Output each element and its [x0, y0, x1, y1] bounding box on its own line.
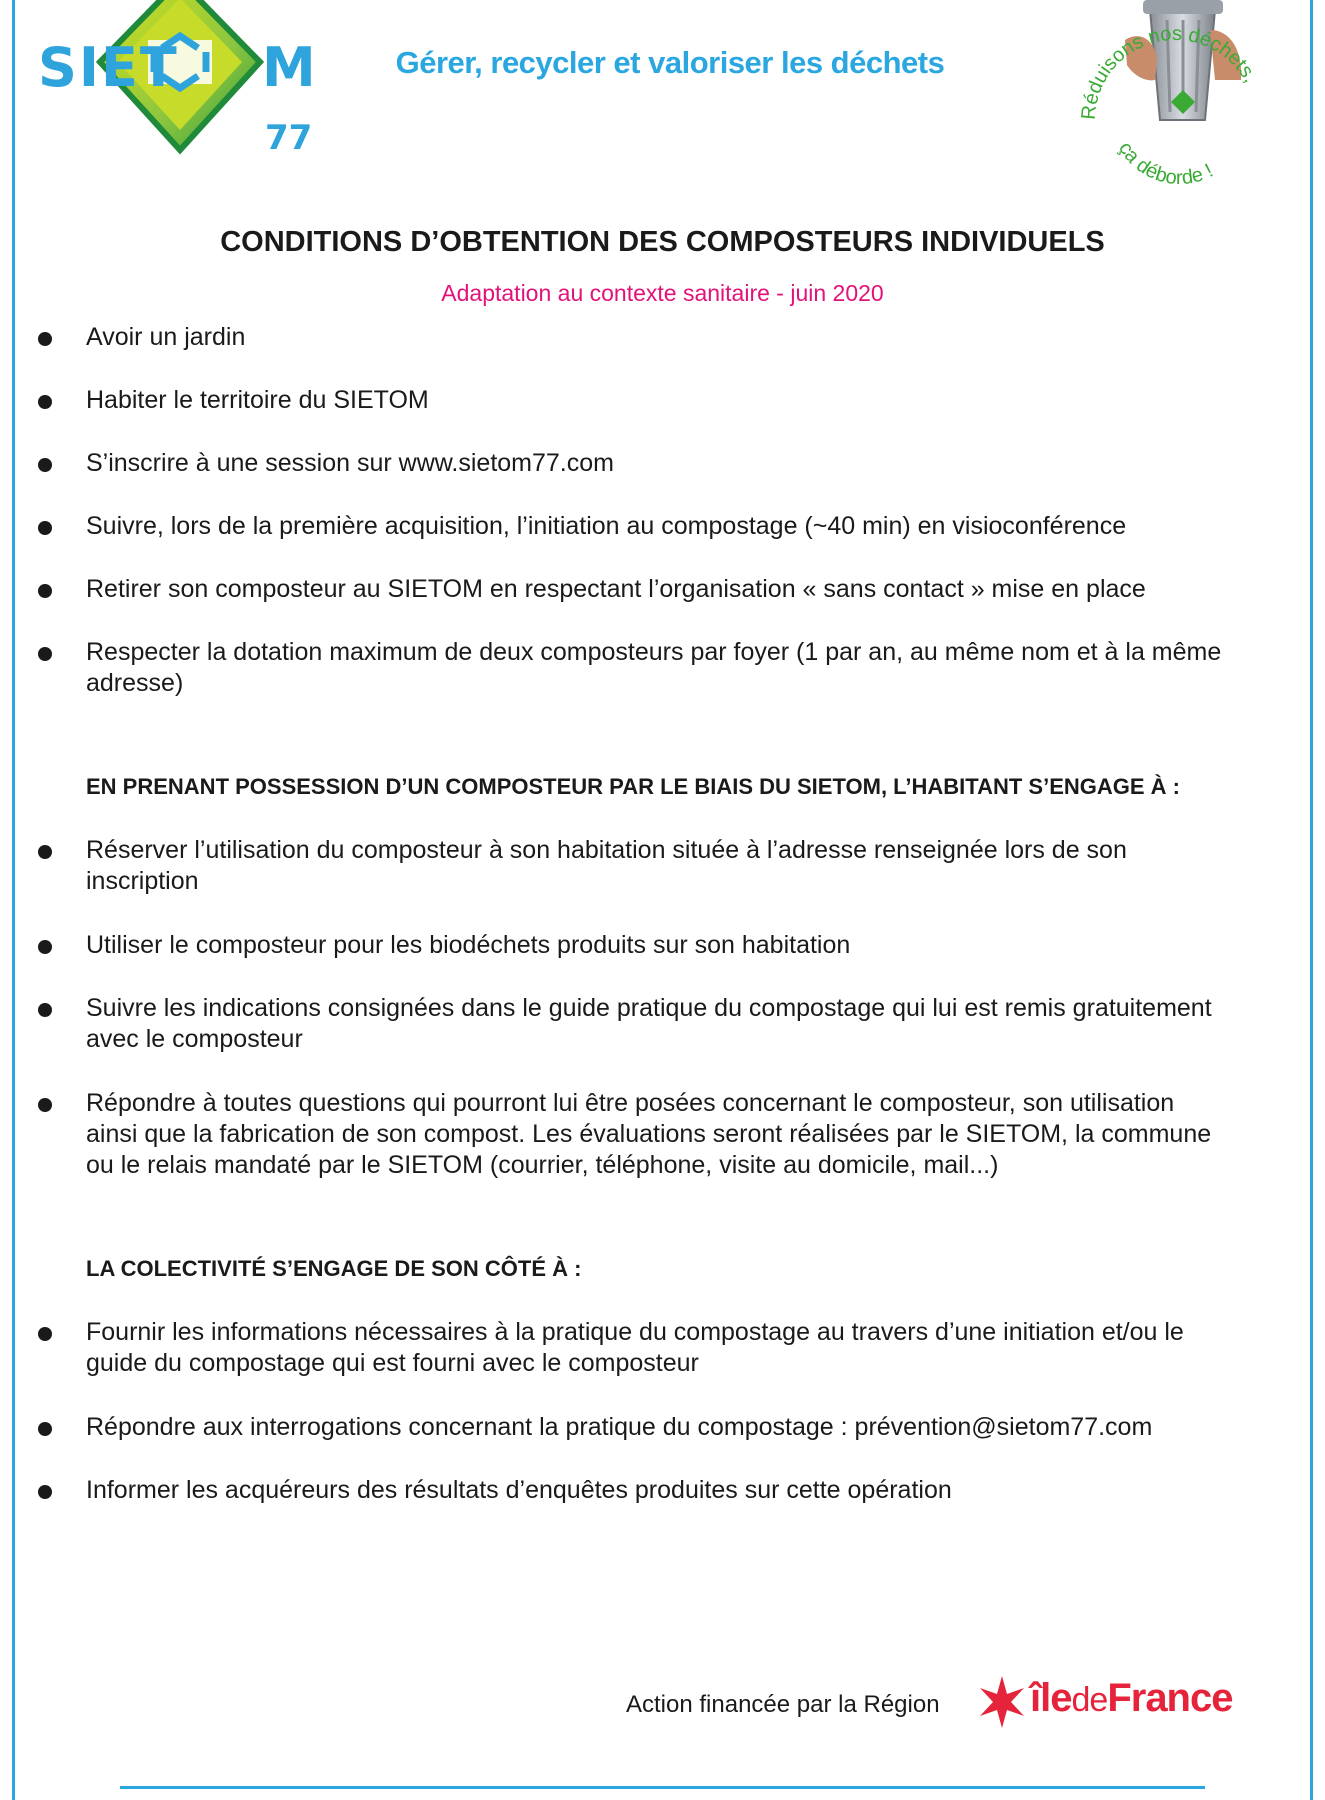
- tagline: Gérer, recycler et valoriser les déchets: [395, 45, 945, 80]
- bullet-icon: [38, 1003, 52, 1017]
- list-item-text: Avoir un jardin: [86, 323, 246, 351]
- idf-logo-ile: île: [1030, 1676, 1072, 1720]
- bullet-icon: [38, 647, 52, 661]
- bullet-icon: [38, 584, 52, 598]
- list-item-text: Suivre, lors de la première acquisition, l’initiation au compostage (~40 min) en visioconférence: [86, 512, 1127, 540]
- bullet-icon: [38, 395, 52, 409]
- badge-text-bottom: ça déborde !: [1114, 138, 1217, 190]
- bullet-icon: [38, 1327, 52, 1341]
- list-item-text: Répondre à toutes questions qui pourront lui être posées concernant le composteur, son utilisation ainsi que la fabrication de son compost. Les évaluations seront réalisées par le SIETOM, la commune ou le relais mandaté par le SIETOM (courrier, téléphone, visite au domicile, mail...): [86, 1089, 1212, 1179]
- list-item-text: Respecter la dotation maximum de deux composteurs par foyer (1 par an, au même nom et à la même adresse): [86, 638, 1222, 697]
- list-item-text: Habiter le territoire du SIETOM: [86, 386, 429, 414]
- bullet-icon: [38, 1485, 52, 1499]
- list-item-text: Fournir les informations nécessaires à la pratique du compostage au travers d’une initiation et/ou le guide du compostage qui est fourni avec le composteur: [86, 1318, 1184, 1377]
- idf-logo-france: France: [1107, 1676, 1233, 1720]
- page-title: CONDITIONS D’OBTENTION DES COMPOSTEURS INDIVIDUELS: [220, 226, 1105, 258]
- list-item-text: Utiliser le composteur pour les biodéchets produits sur son habitation: [86, 931, 851, 959]
- list-item-text: Répondre aux interrogations concernant la pratique du compostage : prévention@sietom77.com: [86, 1413, 1153, 1441]
- idf-logo-de: de: [1071, 1681, 1108, 1719]
- frame-right-border: [1310, 0, 1313, 1800]
- bullet-icon: [38, 458, 52, 472]
- logo-word-end: M: [262, 36, 316, 99]
- list-item-text: Informer les acquéreurs des résultats d’enquêtes produites sur cette opération: [86, 1476, 952, 1504]
- bullet-icon: [38, 845, 52, 859]
- list-item-text: Réserver l’utilisation du composteur à son habitation située à l’adresse renseignée lors de son inscription: [86, 836, 1127, 895]
- badge-text-top: Réduisons nos déchets,: [1077, 22, 1262, 121]
- bullet-icon: [38, 332, 52, 346]
- section-heading-collectivite: LA COLECTIVITÉ S’ENGAGE DE SON CÔTÉ À :: [86, 1256, 582, 1281]
- bullet-icon: [38, 521, 52, 535]
- logo-number: 77: [265, 118, 313, 158]
- bullet-icon: [38, 940, 52, 954]
- list-item-text: Suivre les indications consignées dans le guide pratique du compostage qui lui est remis gratuitement avec le composteur: [86, 994, 1212, 1053]
- footer-divider: [120, 1786, 1205, 1789]
- ile-de-france-logo: [978, 1672, 1278, 1732]
- svg-text:ça déborde !: [1114, 138, 1217, 189]
- page-subtitle: Adaptation au contexte sanitaire - juin 2020: [441, 280, 884, 306]
- sietom-logo: [30, 0, 330, 160]
- star-icon: [978, 1676, 1026, 1728]
- section-heading-habitant: EN PRENANT POSSESSION D’UN COMPOSTEUR PAR LE BIAIS DU SIETOM, L’HABITANT S’ENGAGE À :: [86, 774, 1180, 799]
- list-item-text: Retirer son composteur au SIETOM en respectant l’organisation « sans contact » mise en place: [86, 575, 1146, 603]
- bullet-icon: [38, 1098, 52, 1112]
- idf-logo-text: [1030, 1676, 1232, 1721]
- reduce-waste-badge: [1055, 0, 1295, 200]
- logo-word: SIET: [38, 36, 179, 99]
- list-item-text: S’inscrire à une session sur www.sietom77.com: [86, 449, 614, 477]
- funding-text: Action financée par la Région: [626, 1691, 940, 1718]
- bullet-icon: [38, 1422, 52, 1436]
- frame-left-border: [12, 0, 15, 1800]
